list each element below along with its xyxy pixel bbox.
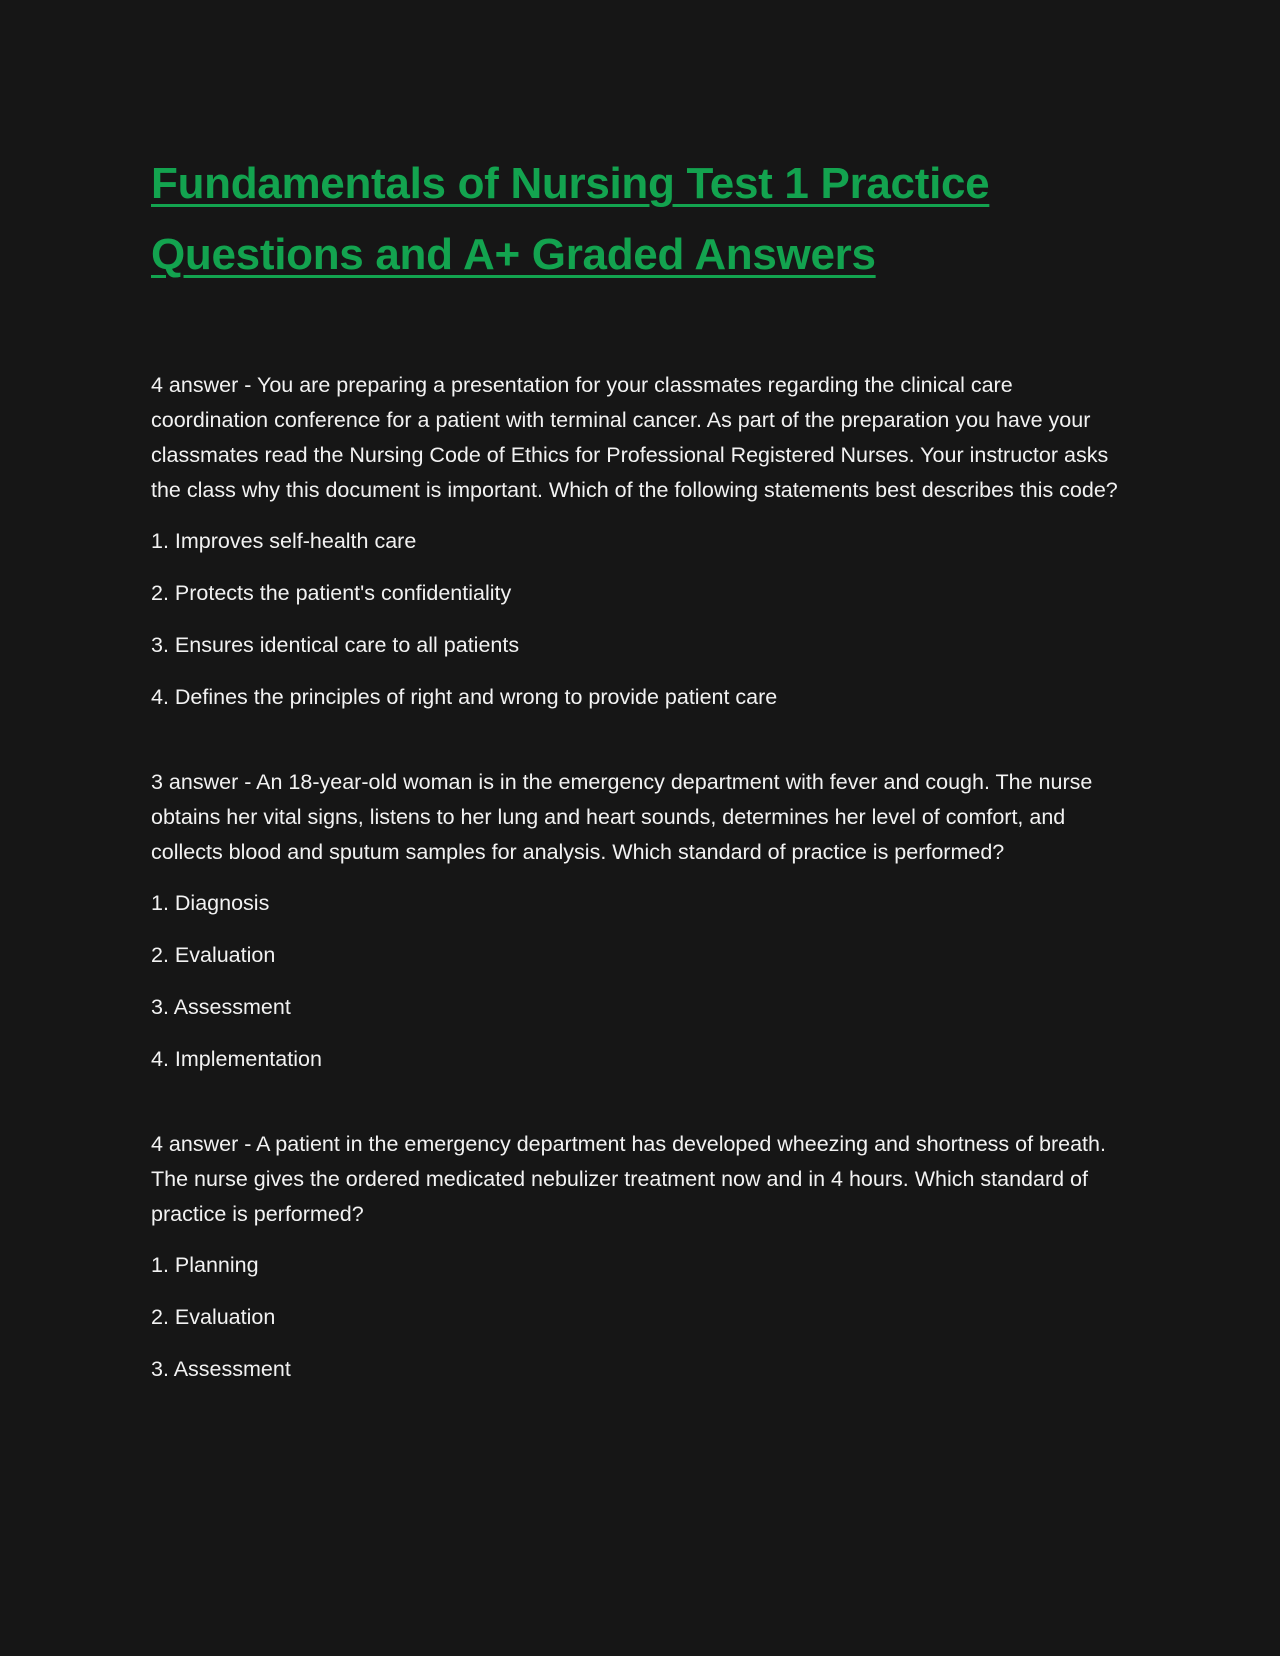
- question-text: 3 answer - An 18-year-old woman is in the emergency department with fever and cough. The nurse obtains her vital signs, listens to her lung and heart sounds, determines her level of comfort, and collects blood and sputum samples for analysis. Which standard of practice is performed?: [151, 770, 1093, 864]
- question-list: [151, 368, 1131, 1387]
- question-block: [151, 1127, 1131, 1387]
- answer-option: 3. Ensures identical care to all patients: [151, 633, 520, 657]
- question-block: [151, 765, 1131, 1077]
- question-text: 4 answer - A patient in the emergency department has developed wheezing and shortness of breath. The nurse gives the ordered medicated nebulizer treatment now and in 4 hours. Which standard of practice is performed?: [151, 1132, 1106, 1226]
- answer-option: 2. Evaluation: [151, 943, 276, 967]
- question-text: 4 answer - You are preparing a presentation for your classmates regarding the clinical care coordination conference for a patient with terminal cancer. As part of the preparation you have your classmates read the Nursing Code of Ethics for Professional Registered Nurses. Your instructor asks the class why this document is important. Which of the following statements best describes this code?: [151, 373, 1118, 502]
- document-page: [151, 148, 1131, 1437]
- document-title: Fundamentals of Nursing Test 1 Practice Questions and A+ Graded Answers: [151, 159, 990, 279]
- answer-option: 3. Assessment: [151, 995, 291, 1019]
- answer-option: 1. Planning: [151, 1253, 259, 1277]
- answer-option: 4. Implementation: [151, 1047, 322, 1071]
- answer-option: 4. Defines the principles of right and wrong to provide patient care: [151, 685, 778, 709]
- answer-option: 2. Evaluation: [151, 1305, 276, 1329]
- answer-option: 3. Assessment: [151, 1357, 291, 1381]
- answer-option: 2. Protects the patient's confidentiality: [151, 581, 512, 605]
- answer-option: 1. Improves self-health care: [151, 529, 417, 553]
- answer-option: 1. Diagnosis: [151, 891, 270, 915]
- question-block: [151, 368, 1131, 715]
